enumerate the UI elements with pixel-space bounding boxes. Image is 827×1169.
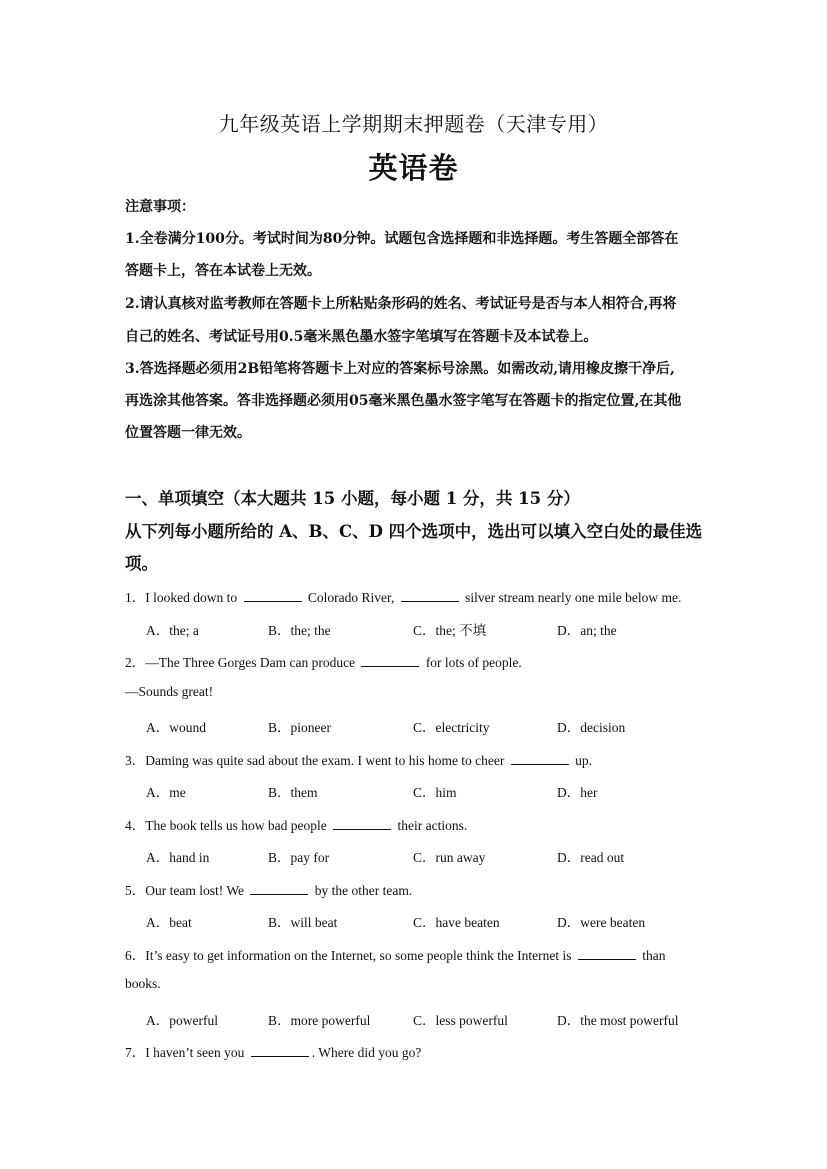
option-a[interactable]: A．beat [146,915,192,930]
notice-line: 答题卡上，答在本试卷上无效。 [125,263,321,279]
notice-line: 自己的姓名、考试证号用0.5毫米黑色墨水签字笔填写在答题卡及本试卷上。 [125,329,598,345]
option-d[interactable]: D．read out [557,850,625,865]
answer-blank[interactable] [401,589,459,602]
question-2: 2．—The Three Gorges Dam can produce for lots of people. [125,655,522,670]
option-b[interactable]: B．the; the [268,623,331,638]
option-a[interactable]: A．powerful [146,1013,218,1028]
option-d[interactable]: D．an; the [557,623,617,638]
option-c[interactable]: C．him [413,785,457,800]
answer-blank[interactable] [511,752,569,765]
question-4: 4．The book tells us how bad people their actions. [125,818,468,833]
notice-line: 2.请认真核对监考教师在答题卡上所粘贴条形码的姓名、考试证号是否与本人相符合,再将 [125,296,677,312]
option-a[interactable]: A．wound [146,720,206,735]
option-a[interactable]: A．the; a [146,623,199,638]
question-7: 7．I haven’t seen you . Where did you go? [125,1045,422,1060]
notice-line: 3.答选择题必须用2B铅笔将答题卡上对应的答案标号涂黑。如需改动,请用橡皮擦干净后, [125,361,675,377]
notice-line: 再选涂其他答案。答非选择题必须用05毫米黑色墨水签字笔写在答题卡的指定位置,在其他 [125,393,682,409]
notice-line: 1.全卷满分100分。考试时间为80分钟。试题包含选择题和非选择题。考生答题全部答在 [125,231,679,247]
section-instruction: 从下列每小题所给的 A、B、C、D 四个选项中，选出可以填入空白处的最佳选 [125,522,703,541]
question-2-response: —Sounds great! [125,684,214,699]
exam-subtitle: 英语卷 [368,151,459,185]
question-6: 6．It’s easy to get information on the Internet, so some people think the Internet is than [125,948,666,963]
option-c[interactable]: C．less powerful [413,1013,508,1028]
exam-title: 九年级英语上学期期末押题卷（天津专用） [218,112,609,136]
option-d[interactable]: D．her [557,785,598,800]
answer-blank[interactable] [251,1044,309,1057]
notice-heading: 注意事项： [125,199,195,215]
option-c[interactable]: C．run away [413,850,486,865]
option-b[interactable]: B．pay for [268,850,330,865]
question-5: 5．Our team lost! We by the other team. [125,883,413,898]
option-c[interactable]: C．electricity [413,720,490,735]
notice-line: 位置答题一律无效。 [125,425,251,441]
option-c[interactable]: C．have beaten [413,915,500,930]
section-title: 一、单项填空（本大题共 15 小题，每小题 1 分，共 15 分） [125,489,580,508]
option-a[interactable]: A．me [146,785,186,800]
answer-blank[interactable] [361,654,419,667]
option-d[interactable]: D．decision [557,720,626,735]
option-d[interactable]: D．the most powerful [557,1013,679,1028]
option-b[interactable]: B．will beat [268,915,338,930]
answer-blank[interactable] [333,817,391,830]
question-1: 1．I looked down to Colorado River, silver stream nearly one mile below me. [125,590,682,605]
section-instruction: 项。 [125,554,158,573]
answer-blank[interactable] [250,882,308,895]
option-c[interactable]: C．the; 不填 [413,623,487,638]
option-b[interactable]: B．pioneer [268,720,331,735]
question-6-continuation: books. [125,976,161,991]
option-b[interactable]: B．more powerful [268,1013,371,1028]
answer-blank[interactable] [578,947,636,960]
option-d[interactable]: D．were beaten [557,915,646,930]
answer-blank[interactable] [244,589,302,602]
question-3: 3．Daming was quite sad about the exam. I went to his home to cheer up. [125,753,593,768]
option-b[interactable]: B．them [268,785,318,800]
option-a[interactable]: A．hand in [146,850,210,865]
